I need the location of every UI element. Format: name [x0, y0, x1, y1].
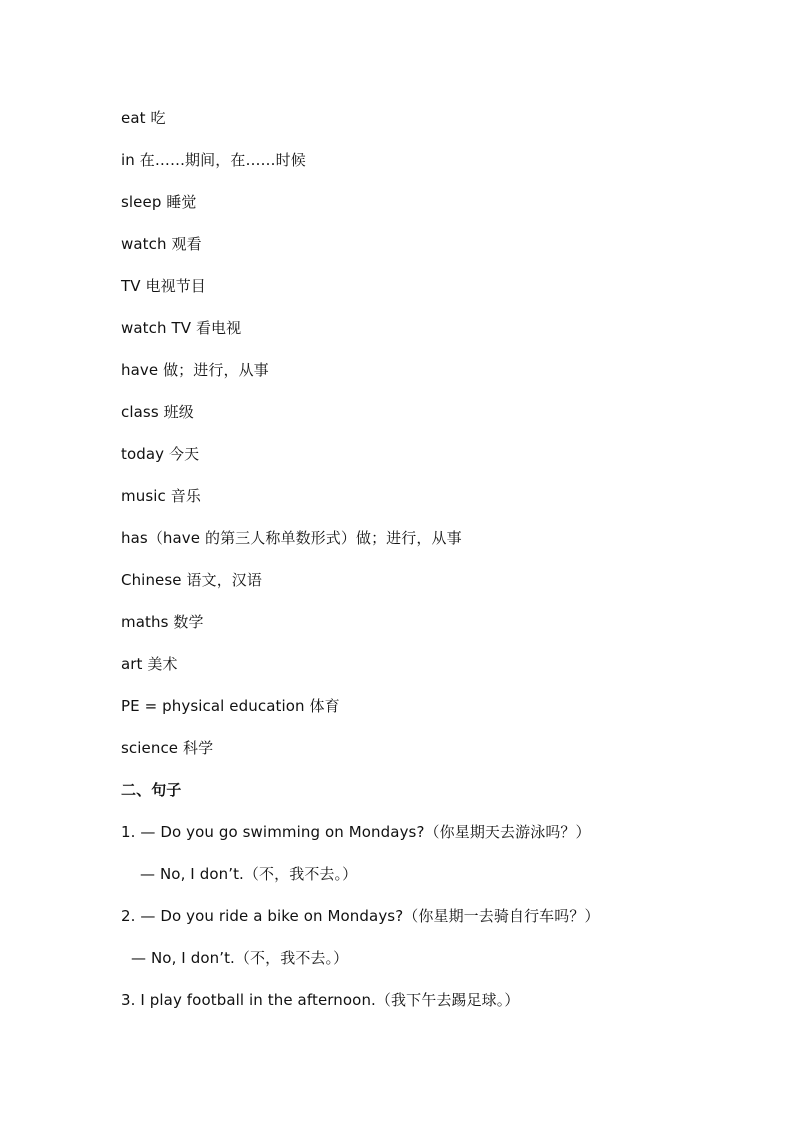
- vocab-item: science 科学: [121, 739, 214, 757]
- vocab-item: maths 数学: [121, 613, 204, 631]
- vocab-item: in 在……期间，在……时候: [121, 151, 306, 169]
- section-heading: 二、句子: [121, 781, 182, 799]
- sentence-line: 3. I play football in the afternoon.（我下午去踢足球。）: [121, 991, 520, 1009]
- vocab-item: today 今天: [121, 445, 200, 463]
- vocab-item: Chinese 语文，汉语: [121, 571, 262, 589]
- vocab-item: class 班级: [121, 403, 194, 421]
- vocab-item: art 美术: [121, 655, 178, 673]
- vocab-item: have 做；进行，从事: [121, 361, 269, 379]
- vocab-item: eat 吃: [121, 109, 166, 127]
- vocab-item: watch TV 看电视: [121, 319, 242, 337]
- vocab-item: TV 电视节目: [121, 277, 206, 295]
- sentence-line: — No, I don’t.（不，我不去。）: [140, 865, 358, 883]
- sentence-line: 1. — Do you go swimming on Mondays?（你星期天去游泳吗？）: [121, 823, 591, 841]
- vocab-item: sleep 睡觉: [121, 193, 197, 211]
- vocab-item: has（have 的第三人称单数形式）做；进行，从事: [121, 529, 462, 547]
- sentence-line: — No, I don’t.（不，我不去。）: [131, 949, 349, 967]
- vocab-item: PE = physical education 体育: [121, 697, 340, 715]
- vocab-item: music 音乐: [121, 487, 201, 505]
- vocab-item: watch 观看: [121, 235, 202, 253]
- sentence-line: 2. — Do you ride a bike on Mondays?（你星期一去骑自行车吗？）: [121, 907, 600, 925]
